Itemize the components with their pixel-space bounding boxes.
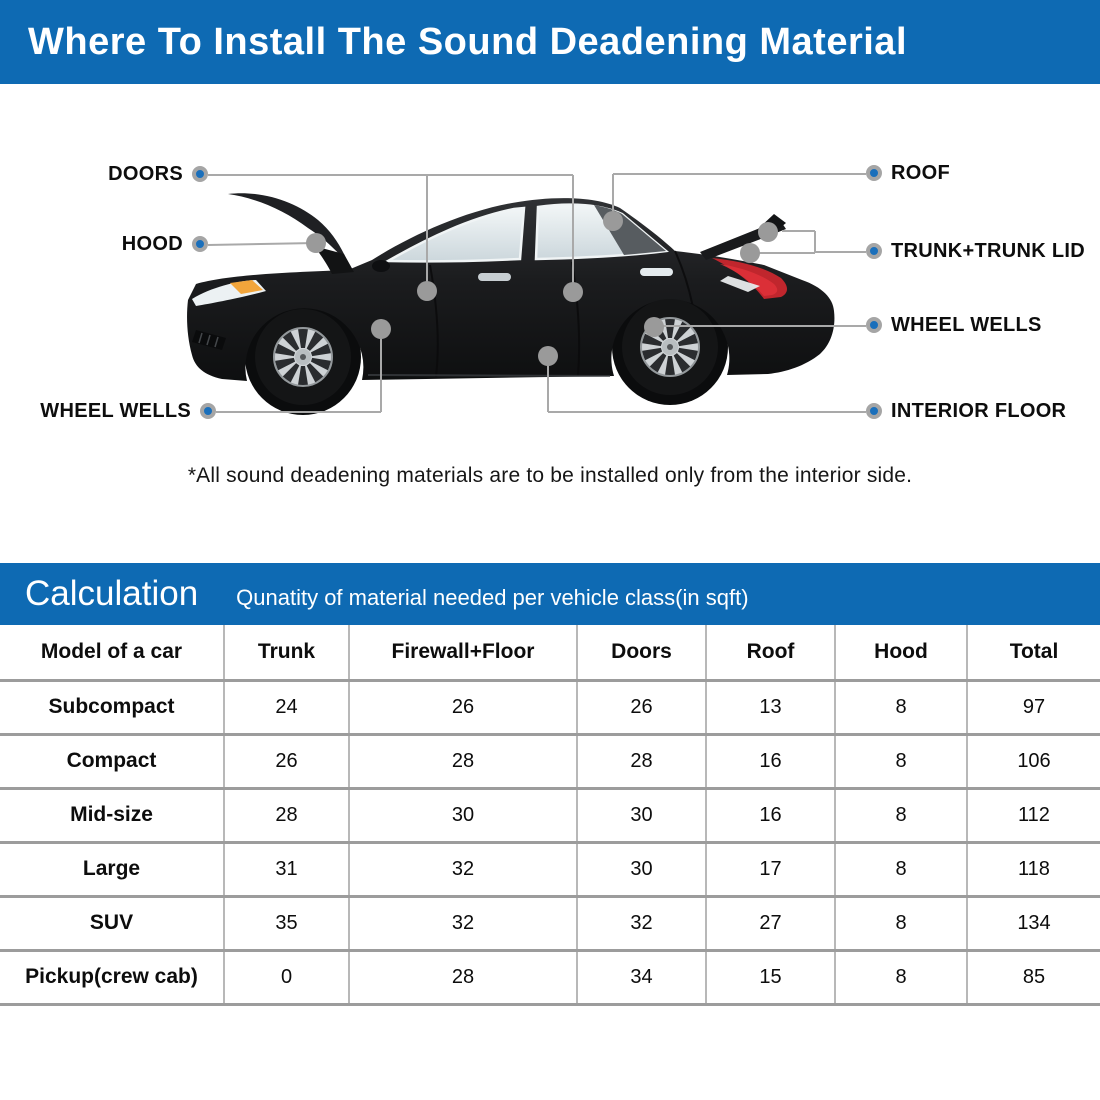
cell-value: 8: [835, 896, 967, 950]
title-bar: [0, 0, 1100, 84]
callout-wheel-wells-left: [40, 399, 216, 423]
cell-value: 8: [835, 680, 967, 734]
cell-value: 8: [835, 734, 967, 788]
callout-dot-icon: [866, 403, 882, 419]
callout-hood-label: HOOD: [121, 232, 183, 255]
point-hood: [306, 233, 326, 253]
callout-dot-icon: [200, 403, 216, 419]
callout-wheel-wells-right-label: WHEEL WELLS: [891, 313, 1042, 336]
table-row: [0, 896, 1100, 950]
callout-roof-label: ROOF: [891, 161, 950, 184]
cell-value: 17: [706, 842, 835, 896]
point-trunk: [740, 243, 760, 263]
callout-hood: [122, 232, 208, 256]
callout-interior-floor-label: INTERIOR FLOOR: [891, 399, 1067, 422]
row-label: Large: [0, 842, 224, 896]
row-label: Subcompact: [0, 680, 224, 734]
callout-trunk-label: TRUNK+TRUNK LID: [891, 239, 1085, 262]
cell-value: 26: [224, 734, 349, 788]
table-row: [0, 734, 1100, 788]
calculation-title: Calculation: [25, 574, 199, 613]
car-body: [187, 193, 834, 415]
disclaimer-note: *All sound deadening materials are to be installed only from the interior side.: [187, 464, 913, 487]
callout-trunk: [866, 239, 1085, 263]
cell-value: 134: [967, 896, 1100, 950]
callout-doors-label: DOORS: [108, 162, 183, 185]
cell-value: 24: [224, 680, 349, 734]
point-trunk-lid: [758, 222, 778, 242]
column-header: Model of a car: [0, 625, 224, 680]
point-front-door: [417, 281, 437, 301]
cell-value: 118: [967, 842, 1100, 896]
side-mirror: [372, 260, 390, 272]
table-row: [0, 788, 1100, 842]
leader-hood: [208, 243, 316, 245]
cell-value: 0: [224, 950, 349, 1004]
cell-value: 28: [577, 734, 706, 788]
calculation-subtitle: Qunatity of material needed per vehicle class(in sqft): [236, 585, 749, 610]
cell-value: 8: [835, 788, 967, 842]
rear-wheel: [622, 299, 718, 395]
cell-value: 112: [967, 788, 1100, 842]
column-header: Firewall+Floor: [349, 625, 577, 680]
row-label: SUV: [0, 896, 224, 950]
cell-value: 30: [577, 842, 706, 896]
cell-value: 16: [706, 788, 835, 842]
cell-value: 28: [349, 950, 577, 1004]
cell-value: 26: [577, 680, 706, 734]
leader-roof: [613, 174, 866, 219]
cell-value: 28: [224, 788, 349, 842]
column-header: Roof: [706, 625, 835, 680]
cell-value: 32: [577, 896, 706, 950]
callout-interior-floor: [866, 399, 1066, 423]
calculation-header: [0, 563, 1100, 625]
table-row: [0, 680, 1100, 734]
cell-value: 97: [967, 680, 1100, 734]
callout-dot-icon: [866, 165, 882, 181]
row-label: Mid-size: [0, 788, 224, 842]
cell-value: 31: [224, 842, 349, 896]
cell-value: 8: [835, 950, 967, 1004]
front-door-handle: [478, 273, 511, 281]
column-header: Trunk: [224, 625, 349, 680]
cell-value: 30: [349, 788, 577, 842]
cell-value: 85: [967, 950, 1100, 1004]
cell-value: 13: [706, 680, 835, 734]
page-title: Where To Install The Sound Deadening Material: [28, 20, 908, 63]
point-rear-door: [563, 282, 583, 302]
row-label: Compact: [0, 734, 224, 788]
cell-value: 26: [349, 680, 577, 734]
cell-value: 34: [577, 950, 706, 1004]
cell-value: 30: [577, 788, 706, 842]
callout-dot-icon: [866, 317, 882, 333]
point-front-wheel-well: [371, 319, 391, 339]
table-row: [0, 950, 1100, 1004]
cell-value: 15: [706, 950, 835, 1004]
front-wheel: [255, 309, 351, 405]
material-quantity-table: [0, 625, 1100, 1006]
cell-value: 32: [349, 896, 577, 950]
car-diagram: [0, 84, 1100, 563]
table-row: [0, 842, 1100, 896]
cell-value: 106: [967, 734, 1100, 788]
table-header-row: [0, 625, 1100, 680]
rear-door-handle: [640, 268, 673, 276]
callout-wheel-wells-left-label: WHEEL WELLS: [40, 399, 191, 422]
callout-wheel-wells-right: [866, 313, 1042, 337]
cell-value: 28: [349, 734, 577, 788]
column-header: Doors: [577, 625, 706, 680]
cell-value: 27: [706, 896, 835, 950]
cell-value: 8: [835, 842, 967, 896]
point-interior-floor: [538, 346, 558, 366]
cell-value: 35: [224, 896, 349, 950]
callout-roof: [866, 161, 950, 185]
row-label: Pickup(crew cab): [0, 950, 224, 1004]
column-header: Hood: [835, 625, 967, 680]
callout-dot-icon: [192, 166, 208, 182]
point-roof: [603, 211, 623, 231]
point-rear-wheel-well: [644, 317, 664, 337]
column-header: Total: [967, 625, 1100, 680]
cell-value: 16: [706, 734, 835, 788]
callout-dot-icon: [866, 243, 882, 259]
callout-doors: [108, 162, 208, 186]
front-windows: [388, 208, 524, 261]
callout-dot-icon: [192, 236, 208, 252]
cell-value: 32: [349, 842, 577, 896]
